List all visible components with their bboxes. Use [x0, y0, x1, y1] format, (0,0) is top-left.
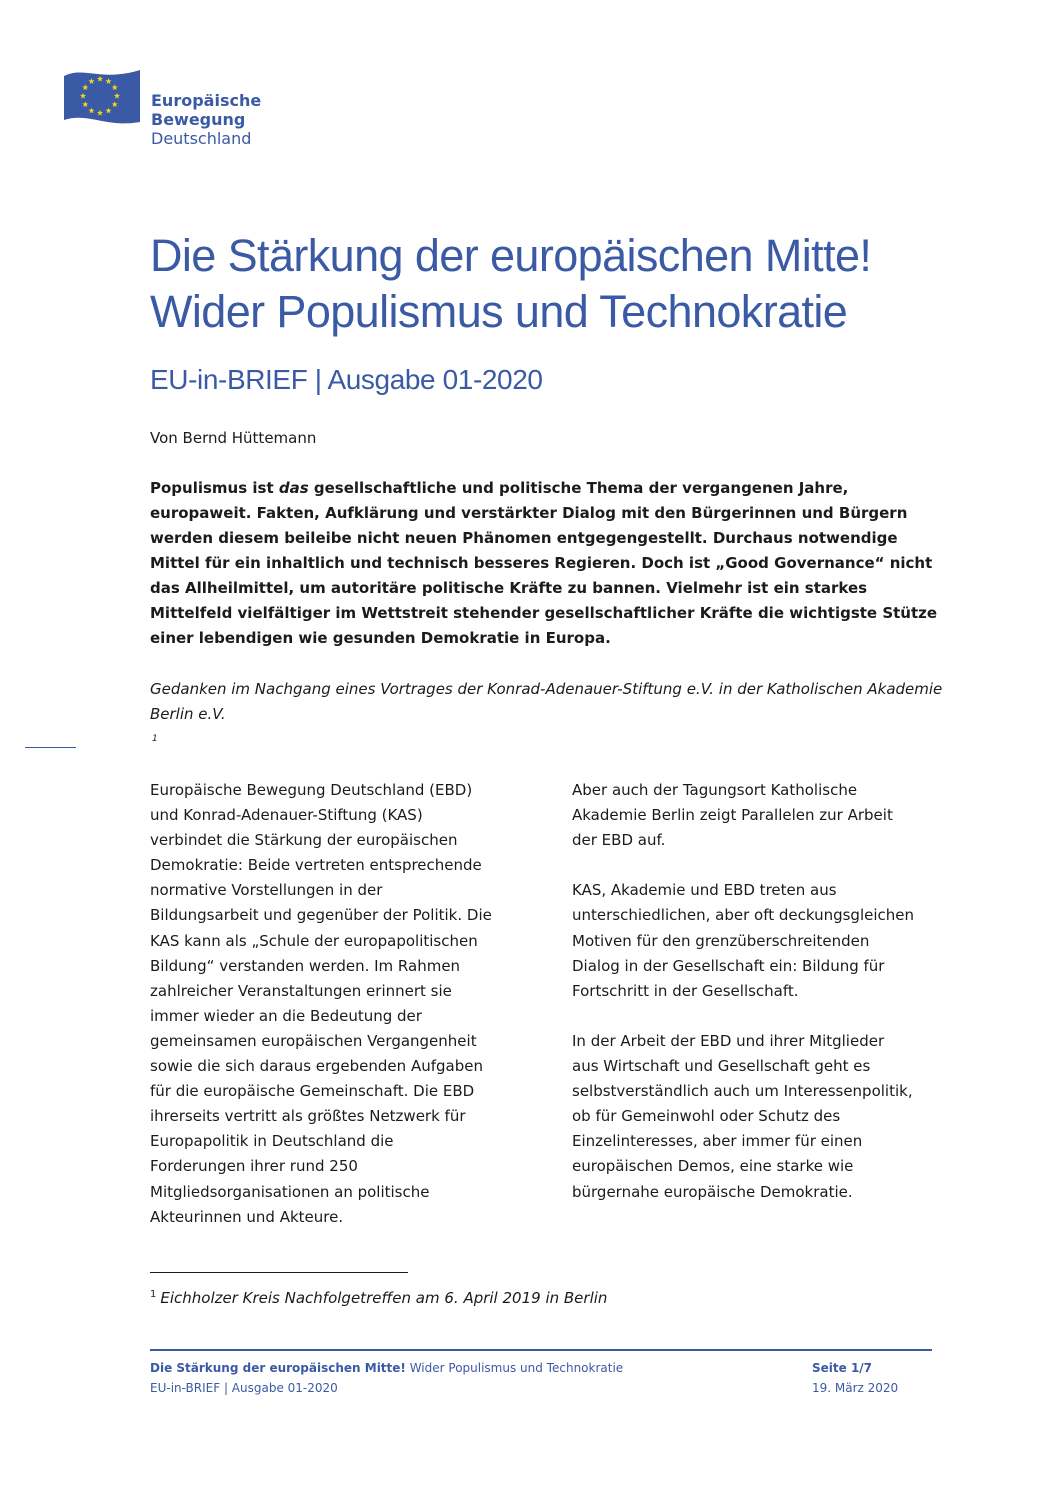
footer-issue: EU-in-BRIEF | Ausgabe 01-2020	[150, 1381, 338, 1395]
note-text: Berlin e.V.	[150, 705, 226, 723]
context-note	[150, 677, 943, 755]
footer-rule	[150, 1349, 932, 1351]
paragraph-gap	[572, 853, 947, 878]
body-line: verbindet die Stärkung der europäischen	[150, 831, 458, 850]
document-title	[150, 228, 871, 340]
footer-left	[150, 1358, 623, 1398]
body-line: der EBD auf.	[572, 831, 666, 850]
body-line: europäischen Demos, eine starke wie	[572, 1157, 854, 1176]
body-line: Demokratie: Beide vertreten entsprechende	[150, 856, 482, 875]
left-column	[150, 778, 525, 1230]
logo-line-3: Deutschland	[151, 129, 252, 148]
logo-line-1: Europäische	[151, 91, 262, 110]
body-line: unterschiedlichen, aber oft deckungsgleichen	[572, 906, 915, 925]
body-line: sowie die sich daraus ergebenden Aufgaben	[150, 1057, 483, 1076]
body-line: Motiven für den grenzüberschreitenden	[572, 931, 870, 950]
body-line: Einzelinteresses, aber immer für einen	[572, 1132, 863, 1151]
eu-flag-logo	[62, 66, 142, 128]
lead-line: das Allheilmittel, um autoritäre politische Kräfte zu bannen. Vielmehr ist ein starkes	[150, 579, 868, 597]
footnote-reference[interactable]: 1	[152, 734, 158, 744]
body-line: Akteurinnen und Akteure.	[150, 1207, 344, 1226]
body-line: normative Vorstellungen in der	[150, 881, 383, 900]
body-line: selbstverständlich auch um Interessenpolitik,	[572, 1082, 913, 1101]
body-line: Bildung“ verstanden werden. Im Rahmen	[150, 956, 461, 975]
lead-line: werden diesem beileibe nicht neuen Phänomen entgegengestellt. Durchaus notwendige	[150, 529, 898, 547]
lead-text: gesellschaftliche und politische Thema der vergangenen Jahre,	[308, 479, 849, 497]
body-line: Aber auch der Tagungsort Katholische	[572, 781, 858, 799]
footnote-separator	[150, 1272, 408, 1273]
body-line: Bildungsarbeit und gegenüber der Politik. Die	[150, 906, 492, 925]
title-line-2: Wider Populismus und Technokratie	[150, 286, 848, 337]
page-number-text: Seite 1/7	[812, 1361, 873, 1375]
note-line-2	[150, 702, 940, 755]
body-line: Europäische Bewegung Deutschland (EBD)	[150, 781, 473, 799]
body-line: ob für Gemeinwohl oder Schutz des	[572, 1107, 841, 1126]
lead-text: Populismus ist	[150, 479, 279, 497]
body-line: aus Wirtschaft und Gesellschaft geht es	[572, 1057, 871, 1076]
body-line: Fortschritt in der Gesellschaft.	[572, 981, 799, 1000]
author-line: Von Bernd Hüttemann	[150, 429, 317, 447]
footer-title-rest: Wider Populismus und Technokratie	[405, 1361, 624, 1375]
margin-rule	[25, 747, 76, 748]
body-line: bürgernahe europäische Demokratie.	[572, 1182, 853, 1201]
footnote	[150, 1284, 607, 1309]
lead-line: Mittel für ein inhaltlich und technisch besseres Regieren. Doch ist „Good Governance“ nicht	[150, 554, 933, 572]
document-subtitle: EU-in-BRIEF | Ausgabe 01-2020	[150, 364, 543, 395]
body-line: und Konrad-Adenauer-Stiftung (KAS)	[150, 806, 423, 825]
title-line-1: Die Stärkung der europäischen Mitte!	[150, 230, 872, 281]
page-number	[812, 1358, 898, 1378]
body-line: für die europäische Gemeinschaft. Die EBD	[150, 1082, 475, 1101]
right-column	[572, 778, 947, 1205]
body-line: gemeinsamen europäischen Vergangenheit	[150, 1031, 477, 1050]
logo-line-2: Bewegung	[151, 110, 246, 129]
body-line: immer wieder an die Bedeutung der	[150, 1006, 422, 1025]
body-line: KAS kann als „Schule der europapolitischen	[150, 931, 478, 950]
body-line: In der Arbeit der EBD und ihrer Mitglieder	[572, 1031, 885, 1050]
paragraph-gap	[572, 1004, 947, 1029]
footnote-number: 1	[150, 1289, 157, 1300]
lead-line: Mittelfeld vielfältiger im Wettstreit stehender gesellschaftlicher Kräfte die wichtigste Stütze	[150, 604, 938, 622]
body-line: Dialog in der Gesellschaft ein: Bildung für	[572, 956, 885, 975]
body-line: Mitgliedsorganisationen an politische	[150, 1182, 430, 1201]
lead-line: einer lebendigen wie gesunden Demokratie in Europa.	[150, 629, 611, 647]
body-line: Akademie Berlin zeigt Parallelen zur Arbeit	[572, 806, 893, 825]
body-line: zahlreicher Veranstaltungen erinnert sie	[150, 981, 452, 1000]
lead-paragraph	[150, 476, 940, 651]
body-line: Europapolitik in Deutschland die	[150, 1132, 394, 1151]
body-line: ihrerseits vertritt als größtes Netzwerk für	[150, 1107, 466, 1126]
footer-title	[150, 1358, 623, 1378]
lead-line: europaweit. Fakten, Aufklärung und verstärkter Dialog mit den Bürgerinnen und Bürgern	[150, 504, 908, 522]
body-line: Forderungen ihrer rund 250	[150, 1157, 358, 1176]
organization-logo-text	[151, 91, 261, 148]
footer-title-bold: Die Stärkung der europäischen Mitte!	[150, 1361, 406, 1375]
publication-date: 19. März 2020	[812, 1381, 899, 1395]
footer-right	[812, 1358, 898, 1398]
body-line: KAS, Akademie und EBD treten aus	[572, 881, 837, 900]
lead-line-1	[150, 476, 940, 501]
note-line-1: Gedanken im Nachgang eines Vortrages der Konrad-Adenauer-Stiftung e.V. in der Katholischen Akademie	[150, 680, 943, 698]
lead-emphasis: das	[278, 479, 309, 497]
footnote-text: Eichholzer Kreis Nachfolgetreffen am 6. April 2019 in Berlin	[160, 1289, 608, 1307]
